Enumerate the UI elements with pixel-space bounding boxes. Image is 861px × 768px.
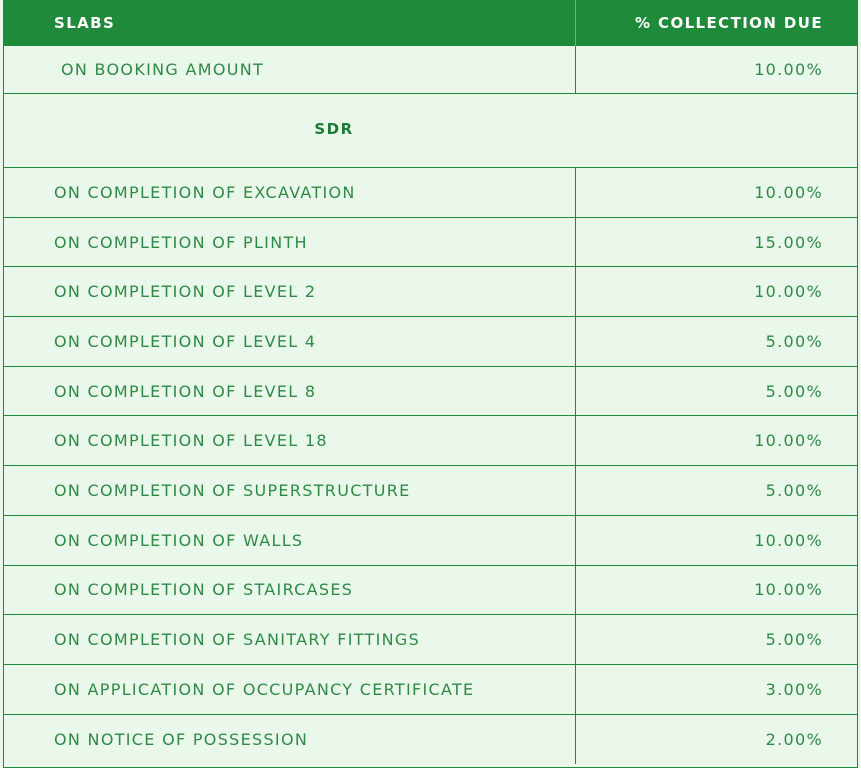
slab-value: 10.00% [754, 431, 823, 451]
slab-label: ON COMPLETION OF EXCAVATION [4, 168, 576, 217]
payment-schedule-table [3, 0, 858, 768]
slab-value: 15.00% [754, 232, 823, 252]
table-row [4, 267, 857, 317]
slab-label: ON NOTICE OF POSSESSION [4, 715, 576, 765]
table-row [4, 317, 857, 367]
slab-value: 10.00% [754, 282, 823, 302]
table-row-booking [4, 46, 857, 94]
section-label: SDR [314, 119, 354, 138]
section-row-sdr [4, 94, 857, 168]
table-row [4, 218, 857, 268]
slab-label: ON COMPLETION OF LEVEL 8 [4, 367, 576, 416]
table-row [4, 416, 857, 466]
table-row [4, 516, 857, 566]
slab-value: 2.00% [765, 729, 823, 749]
slab-label: ON COMPLETION OF SUPERSTRUCTURE [4, 466, 576, 515]
slab-label: ON COMPLETION OF LEVEL 4 [4, 317, 576, 366]
slab-label: ON BOOKING AMOUNT [4, 46, 576, 93]
table-row [4, 715, 857, 765]
table-row [4, 367, 857, 417]
slab-label: ON COMPLETION OF WALLS [4, 516, 576, 565]
slab-value: 5.00% [765, 331, 823, 351]
slab-value: 10.00% [754, 182, 823, 202]
table-row [4, 566, 857, 616]
table-header [4, 0, 857, 46]
slab-value: 10.00% [754, 60, 823, 79]
header-collection-due: % COLLECTION DUE [634, 14, 823, 32]
slab-value: 10.00% [754, 530, 823, 550]
slab-value: 5.00% [765, 381, 823, 401]
header-slabs: SLABS [4, 0, 576, 46]
slab-value: 5.00% [765, 630, 823, 650]
table-row [4, 466, 857, 516]
table-row [4, 665, 857, 715]
slab-value: 10.00% [754, 580, 823, 600]
slab-value: 3.00% [765, 679, 823, 699]
slab-label: ON COMPLETION OF STAIRCASES [4, 566, 576, 615]
table-row [4, 615, 857, 665]
slab-label: ON APPLICATION OF OCCUPANCY CERTIFICATE [4, 665, 576, 714]
slab-label: ON COMPLETION OF LEVEL 18 [4, 416, 576, 465]
slab-value: 5.00% [765, 480, 823, 500]
slab-label: ON COMPLETION OF PLINTH [4, 218, 576, 267]
slab-label: ON COMPLETION OF SANITARY FITTINGS [4, 615, 576, 664]
table-row [4, 168, 857, 218]
slab-label: ON COMPLETION OF LEVEL 2 [4, 267, 576, 316]
